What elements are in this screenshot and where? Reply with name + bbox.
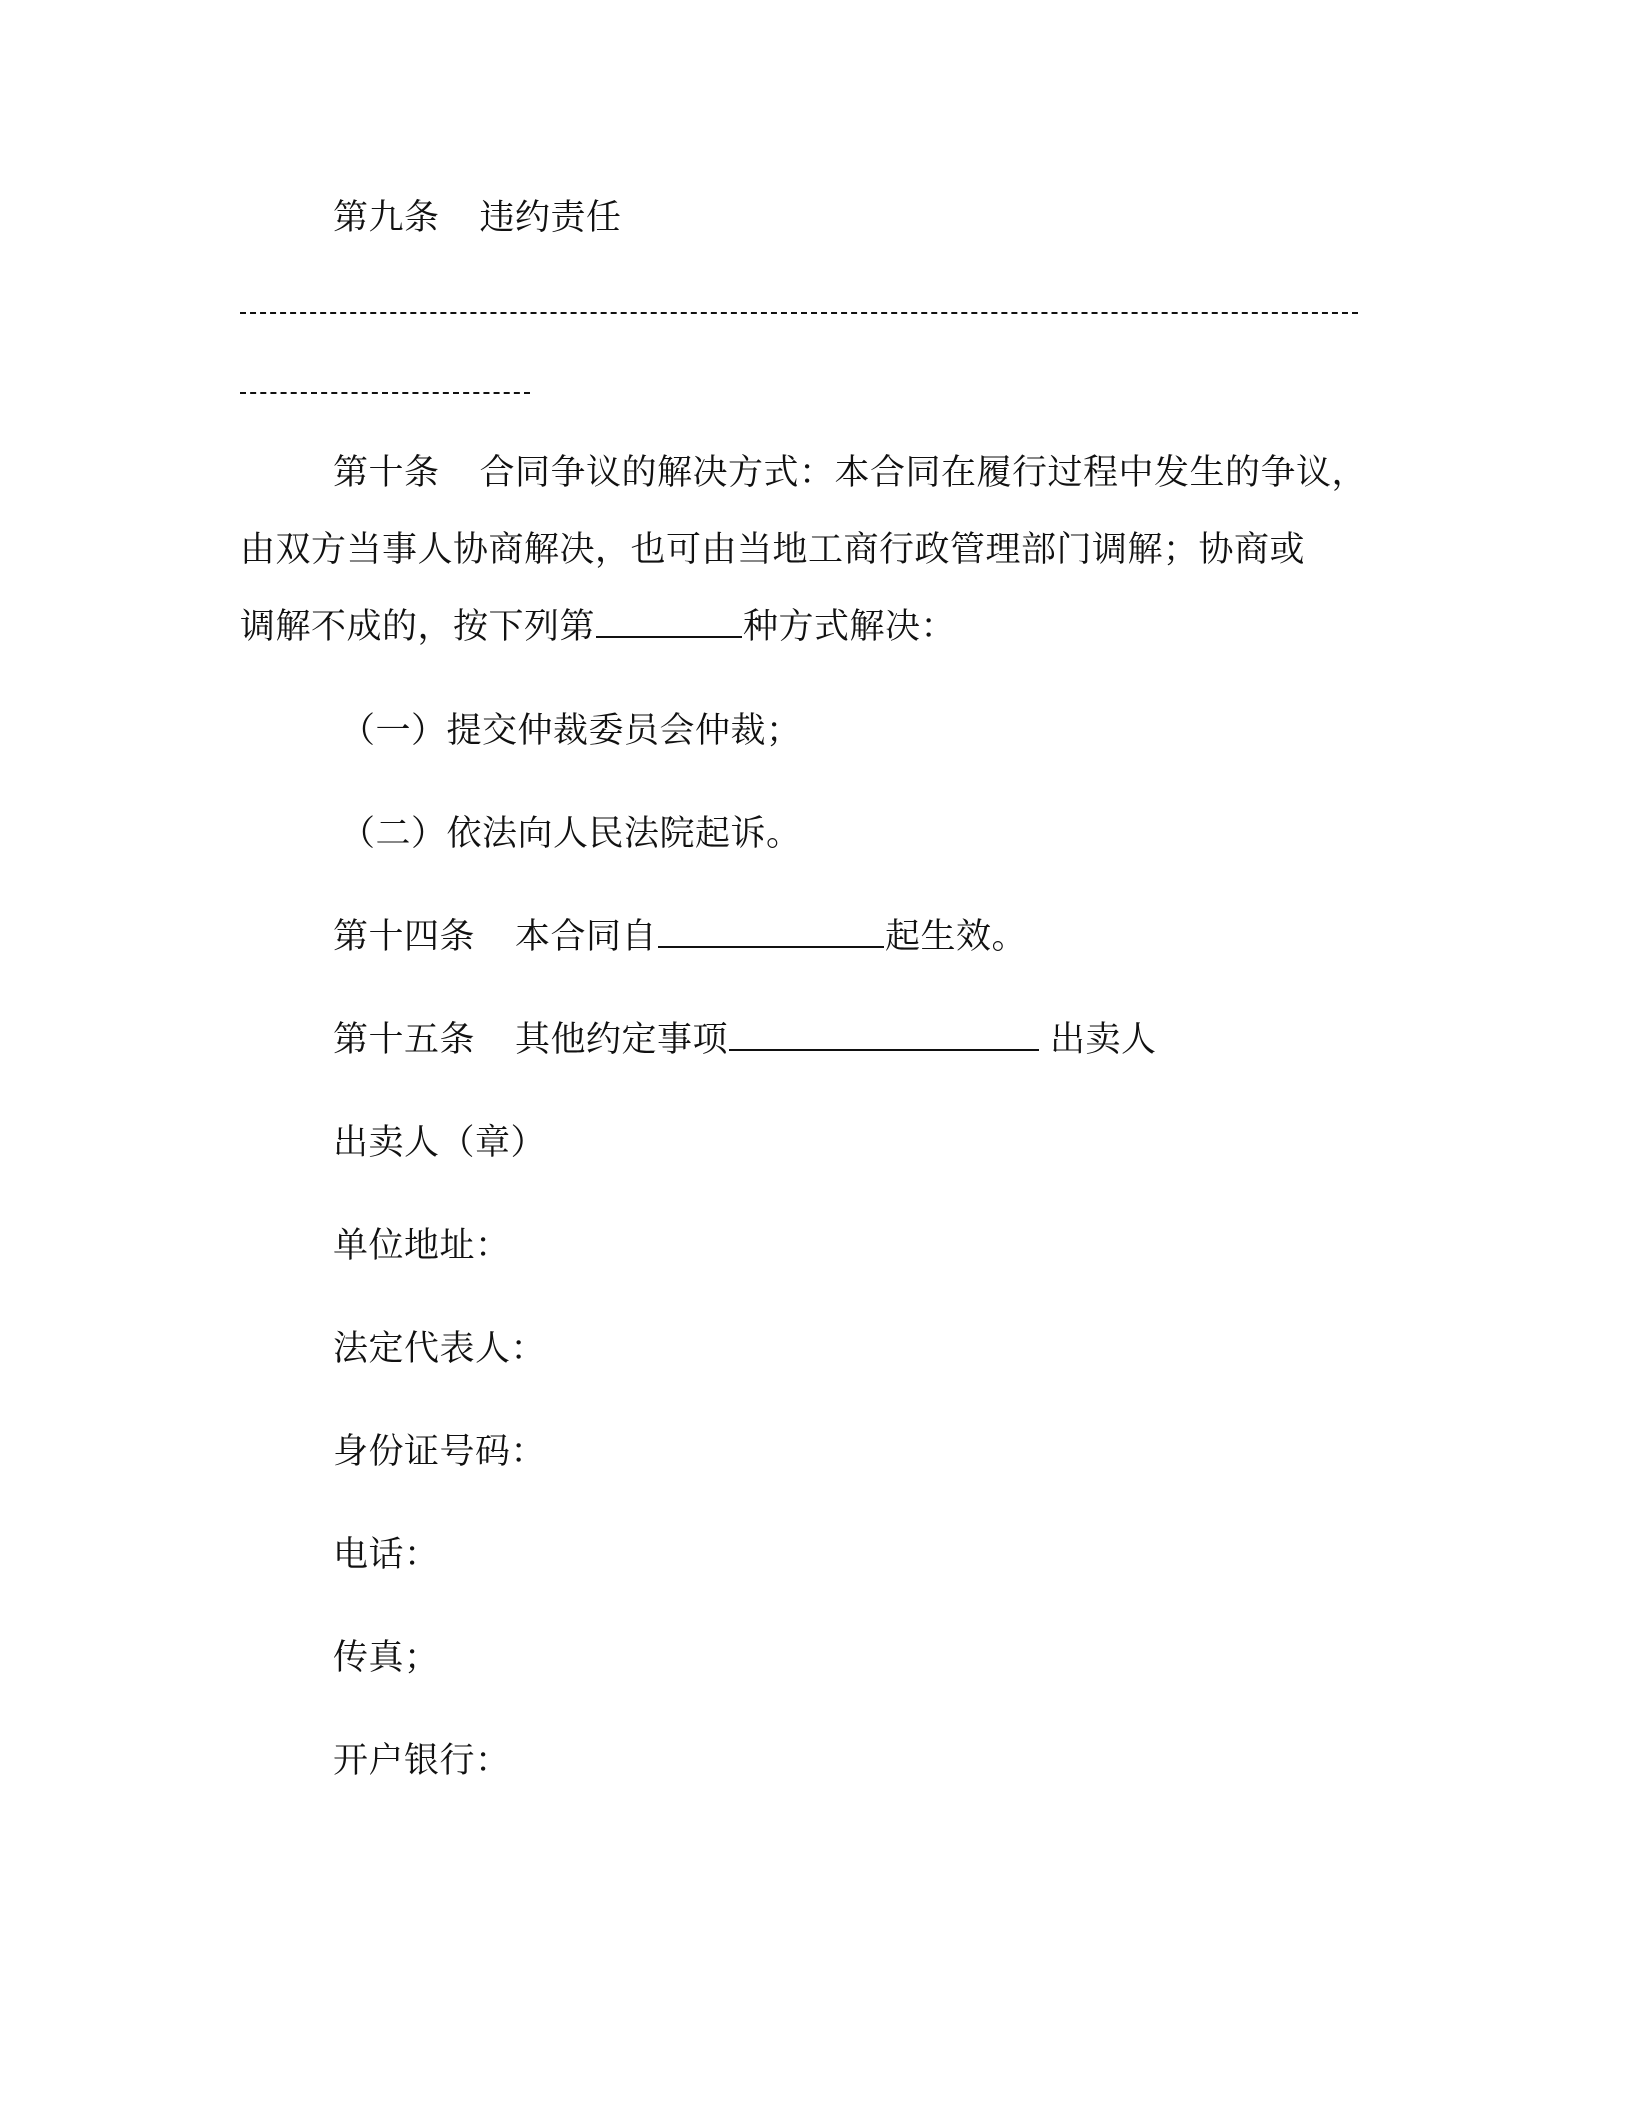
seller-seal-label: 出卖人（章） — [333, 1123, 547, 1163]
article-15-text-a: 其他约定事项 — [515, 1020, 729, 1060]
seller-legal-rep — [333, 1327, 546, 1371]
seller-address — [333, 1224, 511, 1268]
article-10-text-3b: 种方式解决： — [743, 607, 957, 647]
effective-date-blank — [658, 916, 884, 948]
article-10-heading: 第十条 — [333, 453, 440, 493]
article-10-line-2 — [240, 528, 1305, 572]
seller-phone-label: 电话： — [333, 1535, 440, 1575]
article-14-text-b: 起生效。 — [885, 917, 1028, 957]
method-number-blank — [596, 606, 742, 638]
other-matters-blank — [729, 1019, 1039, 1051]
article-10-line-1 — [333, 451, 1367, 495]
seller-seal — [333, 1121, 546, 1165]
seller-bank — [333, 1739, 511, 1783]
option-2-text: （二）依法向人民法院起诉。 — [340, 814, 802, 854]
seller-id-number — [333, 1430, 546, 1474]
option-1-text: （一）提交仲裁委员会仲裁； — [340, 711, 802, 751]
article-9-blank-line-1 — [240, 312, 1358, 314]
article-9-line — [333, 196, 622, 240]
article-15-line — [333, 1018, 1157, 1062]
article-15-heading: 第十五条 — [333, 1020, 476, 1060]
article-10-text-3a: 调解不成的，按下列第 — [240, 607, 596, 647]
article-9-blank-line-2 — [240, 392, 530, 394]
article-10-line-3 — [240, 605, 956, 649]
article-10-text-1: 合同争议的解决方式：本合同在履行过程中发生的争议， — [479, 453, 1368, 493]
article-9-title: 违约责任 — [479, 198, 622, 238]
article-14-heading: 第十四条 — [333, 917, 476, 957]
seller-bank-label: 开户银行： — [333, 1741, 511, 1781]
seller-address-label: 单位地址： — [333, 1226, 511, 1266]
seller-phone — [333, 1533, 440, 1577]
seller-fax — [333, 1636, 440, 1680]
article-9-heading: 第九条 — [333, 198, 440, 238]
seller-legal-rep-label: 法定代表人： — [333, 1329, 547, 1369]
article-14-text-a: 本合同自 — [515, 917, 658, 957]
article-15-text-b: 出卖人 — [1050, 1020, 1157, 1060]
option-2 — [340, 812, 802, 856]
seller-fax-label: 传真； — [333, 1638, 440, 1678]
article-10-text-2: 由双方当事人协商解决，也可由当地工商行政管理部门调解；协商或 — [240, 530, 1306, 570]
article-14-line — [333, 915, 1027, 959]
seller-id-number-label: 身份证号码： — [333, 1432, 547, 1472]
option-1 — [340, 709, 802, 753]
